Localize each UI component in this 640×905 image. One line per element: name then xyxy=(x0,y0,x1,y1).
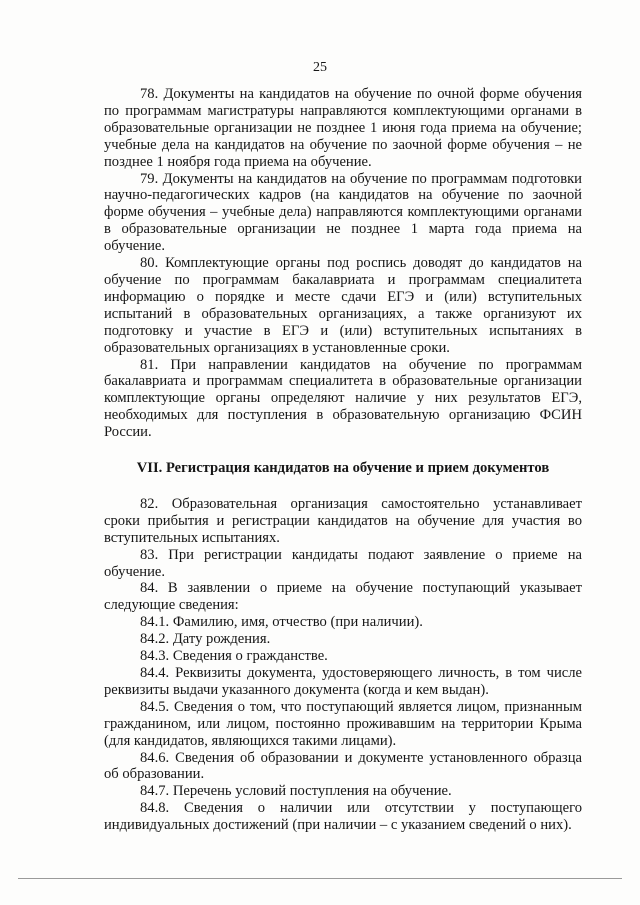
paragraph-81: 81. При направлении кандидатов на обучение по программам бакалавриата и программам специалитета в образовательные организации комплектующие органы определяют наличие у них результатов ЕГЭ, необходимых для поступления в образовательную организацию ФСИН России. xyxy=(104,356,582,441)
paragraph-84-3: 84.3. Сведения о гражданстве. xyxy=(140,648,328,665)
paragraph-84-7: 84.7. Перечень условий поступления на обучение. xyxy=(140,783,452,800)
paragraph-84-6: 84.6. Сведения об образовании и документе установленного образца об образовании. xyxy=(104,749,582,783)
paragraph-84-4: 84.4. Реквизиты документа, удостоверяющего личность, в том числе реквизиты выдачи указанного документа (когда и кем выдан). xyxy=(104,665,582,698)
document-body xyxy=(104,86,582,834)
paragraph-82: 82. Образовательная организация самостоятельно устанавливает сроки прибытия и регистрации кандидатов на обучение для участия во вступительных испытаниях. xyxy=(104,495,582,546)
paragraph-84-1: 84.1. Фамилию, имя, отчество (при наличии). xyxy=(140,614,423,631)
paragraph-84-2: 84.2. Дату рождения. xyxy=(140,631,271,648)
paragraph-80: 80. Комплектующие органы под роспись доводят до кандидатов на обучение по программам бакалавриата и программам специалитета информацию о порядке и месте сдачи ЕГЭ и (или) вступительных испытаний в образовательных организациях, а также организуют их подготовку и участие в ЕГЭ и (или) вступительных испытаниях в образовательных организациях в установленные сроки. xyxy=(104,255,582,356)
paragraph-84: 84. В заявлении о приеме на обучение поступающий указывает следующие сведения: xyxy=(104,580,582,614)
paragraph-84-8: 84.8. Сведения о наличии или отсутствии у поступающего индивидуальных достижений (при наличии – с указанием сведений о них). xyxy=(104,800,582,834)
paragraph-84-5: 84.5. Сведения о том, что поступающий является лицом, признанным гражданином, или лицом, постоянно проживавшим на территории Крыма (для кандидатов, являющихся такими лицами). xyxy=(104,698,582,749)
paragraph-78: 78. Документы на кандидатов на обучение по очной форме обучения по программам магистратуры направляются комплектующими органами в образовательные организации не позднее 1 июня года приема на обучение; учебные дела на кандидатов на обучение по заочной форме обучения – не позднее 1 ноября года приема на обучение. xyxy=(104,86,582,170)
section-heading: VII. Регистрация кандидатов на обучение и прием документов xyxy=(136,460,550,477)
paragraph-83: 83. При регистрации кандидаты подают заявление о приеме на обучение. xyxy=(104,546,582,580)
page-number: 25 xyxy=(313,60,327,75)
bottom-divider xyxy=(18,878,622,879)
paragraph-79: 79. Документы на кандидатов на обучение по программам подготовки научно-педагогических кадров (на кандидатов на обучение по заочной форме обучения – учебные дела) направляются комплектующими органами в образовательные организации не позднее 1 марта года приема на обучение. xyxy=(104,170,582,255)
